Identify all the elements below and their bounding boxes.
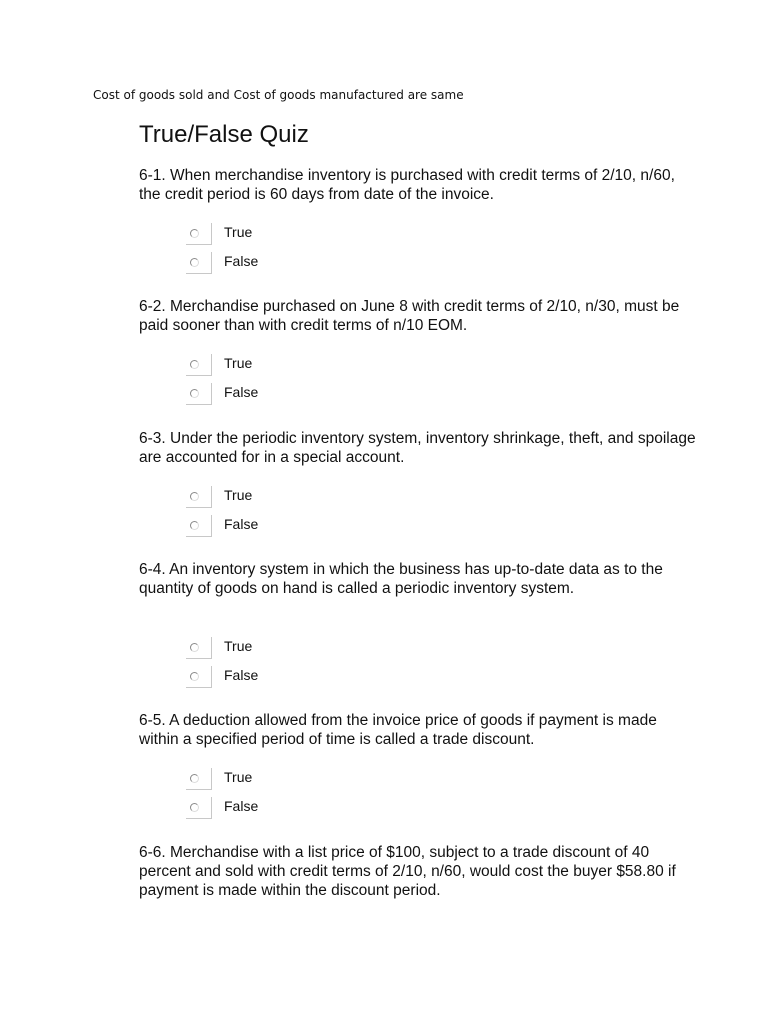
option-label: True (224, 638, 253, 654)
radio-true[interactable] (186, 223, 212, 245)
question-6-3 (139, 429, 699, 532)
option-false (186, 515, 386, 544)
option-label: False (224, 253, 259, 269)
option-true (186, 486, 386, 515)
answer-options (186, 223, 386, 281)
question-text: 6-2. Merchandise purchased on June 8 with credit terms of 2/10, n/30, must be paid sooner than with credit terms of n/10 EOM. (139, 298, 680, 334)
radio-circle-icon (190, 229, 199, 238)
question-text: 6-1. When merchandise inventory is purchased with credit terms of 2/10, n/60, the credit period is 60 days from date of the invoice. (139, 167, 675, 203)
radio-circle-icon (190, 672, 199, 681)
question-6-2 (139, 297, 699, 400)
radio-false[interactable] (186, 666, 212, 688)
answer-options (186, 354, 386, 412)
option-true (186, 223, 386, 252)
option-false (186, 797, 386, 826)
option-label: False (224, 798, 259, 814)
radio-true[interactable] (186, 486, 212, 508)
question-text: 6-5. A deduction allowed from the invoice price of goods if payment is made within a specified period of time is called a trade discount. (139, 712, 657, 748)
radio-circle-icon (190, 389, 199, 398)
option-true (186, 768, 386, 797)
option-true (186, 637, 386, 666)
answer-options (186, 486, 386, 544)
header-note: Cost of goods sold and Cost of goods manufactured are same (93, 88, 464, 102)
option-label: True (224, 769, 253, 785)
option-false (186, 383, 386, 412)
radio-circle-icon (190, 521, 199, 530)
radio-circle-icon (190, 492, 199, 501)
answer-options (186, 637, 386, 695)
question-6-4 (139, 560, 699, 683)
option-label: True (224, 487, 253, 503)
option-false (186, 252, 386, 281)
question-6-1 (139, 166, 699, 269)
question-text: 6-4. An inventory system in which the business has up-to-date data as to the quantity of goods on hand is called a periodic inventory system. (139, 561, 663, 597)
question-6-6 (139, 843, 699, 900)
question-text: 6-6. Merchandise with a list price of $100, subject to a trade discount of 40 percent and sold with credit terms of 2/10, n/60, would cost the buyer $58.80 if payment is made within the discount period. (139, 844, 676, 899)
radio-true[interactable] (186, 768, 212, 790)
option-true (186, 354, 386, 383)
radio-circle-icon (190, 360, 199, 369)
option-label: True (224, 355, 253, 371)
radio-circle-icon (190, 643, 199, 652)
radio-circle-icon (190, 258, 199, 267)
option-label: True (224, 224, 253, 240)
radio-circle-icon (190, 803, 199, 812)
option-label: False (224, 384, 259, 400)
radio-true[interactable] (186, 354, 212, 376)
option-label: False (224, 516, 259, 532)
radio-false[interactable] (186, 797, 212, 819)
answer-options (186, 768, 386, 826)
question-text: 6-3. Under the periodic inventory system, inventory shrinkage, theft, and spoilage are accounted for in a special account. (139, 430, 696, 466)
radio-false[interactable] (186, 515, 212, 537)
quiz-title: True/False Quiz (139, 121, 309, 148)
question-6-5 (139, 711, 699, 814)
radio-true[interactable] (186, 637, 212, 659)
option-label: False (224, 667, 259, 683)
radio-false[interactable] (186, 383, 212, 405)
radio-false[interactable] (186, 252, 212, 274)
radio-circle-icon (190, 774, 199, 783)
option-false (186, 666, 386, 695)
